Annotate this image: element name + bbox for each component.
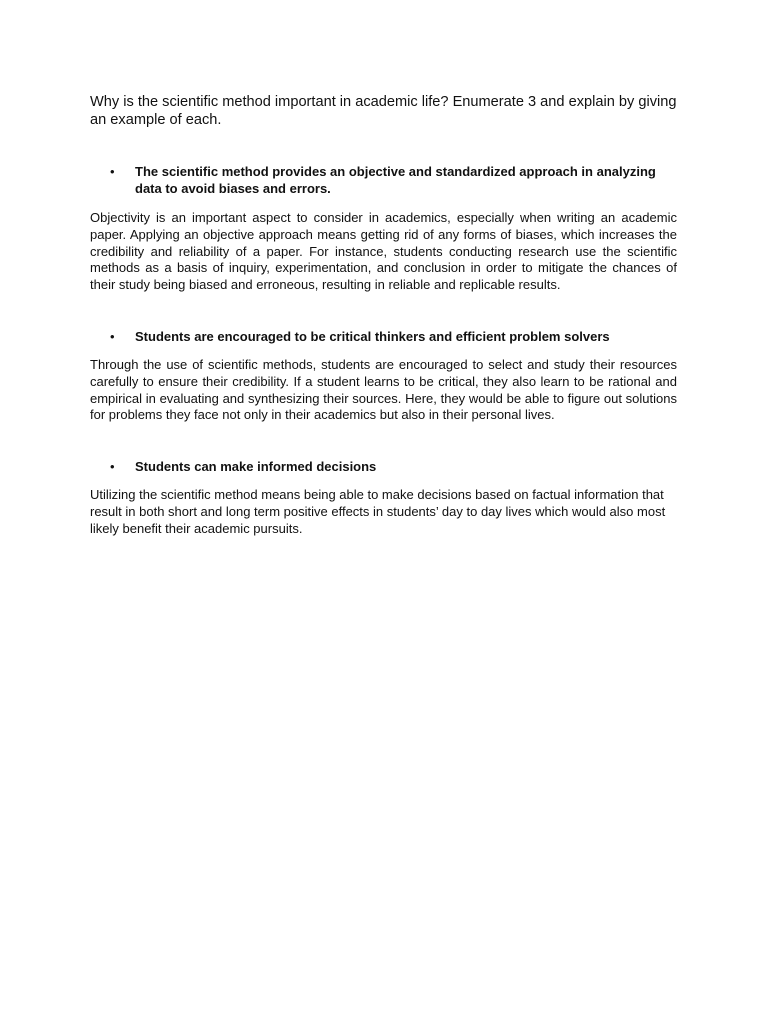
point-heading: Students are encouraged to be critical thinkers and efficient problem solvers	[135, 328, 610, 344]
bullet-point-informed-decisions	[90, 458, 677, 475]
point-heading: Students can make informed decisions	[135, 459, 377, 475]
point-heading: The scientific method provides an objective and standardized approach in analyzing data to avoid biases and errors.	[135, 164, 656, 196]
point-explanation: Utilizing the scientific method means being able to make decisions based on factual information that result in both short and long term positive effects in students’ day to day lives which would also most likely benefit their academic pursuits.	[90, 487, 666, 536]
bullet-point-objectivity	[90, 163, 677, 197]
question-text: Why is the scientific method important in academic life? Enumerate 3 and explain by giving an example of each.	[90, 94, 677, 128]
bullet-point-critical-thinking	[90, 328, 677, 345]
point-explanation: Through the use of scientific methods, students are encouraged to select and study their resources carefully to ensure their credibility. If a student learns to be critical, they also learn to be rational and empirical in evaluating and synthesizing their sources. Here, they would be able to figure out solutions for problems they face not only in their academics but also in their personal lives.	[90, 356, 677, 423]
point-explanation: Objectivity is an important aspect to consider in academics, especially when writing an academic paper. Applying an objective approach means getting rid of any forms of biases, which increases the credibility and reliability of a paper. For instance, students conducting research use the scientific methods as a basis of inquiry, experimentation, and conclusion in order to mitigate the chances of their study being biased and erroneous, resulting in reliable and replicable results.	[90, 210, 677, 293]
bullet-icon: •	[110, 164, 115, 179]
bullet-icon: •	[110, 459, 115, 475]
bullet-icon: •	[110, 328, 115, 344]
